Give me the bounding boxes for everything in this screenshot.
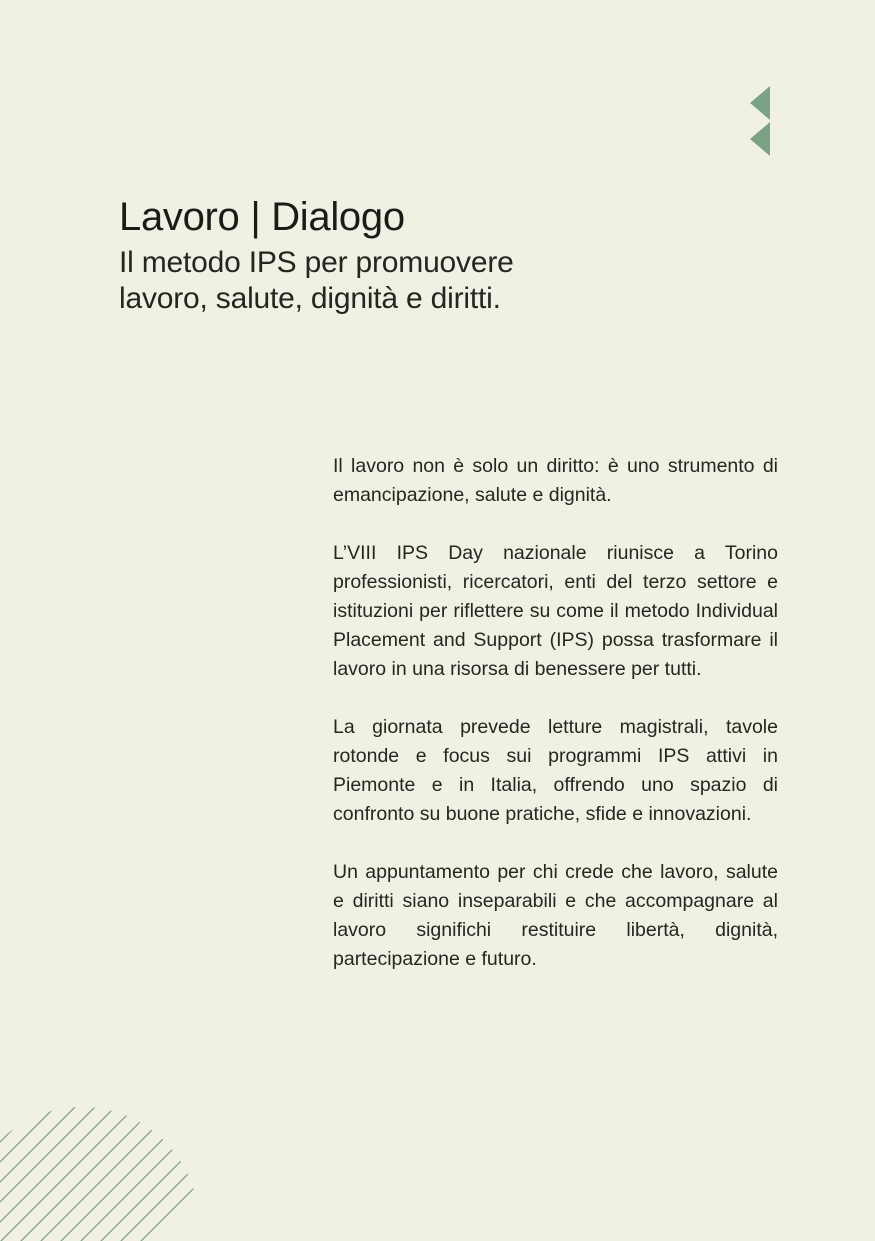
page-subtitle: Il metodo IPS per promuovere lavoro, salute, dignità e diritti. <box>119 246 514 315</box>
double-triangle-icon <box>748 84 774 160</box>
paragraph-3: La giornata prevede letture magistrali, tavole rotonde e focus sui programmi IPS attivi in Piemonte e in Italia, offrendo uno spazio di confronto su buone pratiche, sfide e innovazioni. <box>333 716 778 825</box>
paragraph-4: Un appuntamento per chi crede che lavoro, salute e diritti siano inseparabili e che accompagnare al lavoro significhi restituire libertà, dignità, partecipazione e futuro. <box>333 861 778 970</box>
paragraph-1: Il lavoro non è solo un diritto: è uno strumento di emancipazione, salute e dignità. <box>333 455 778 506</box>
title-block <box>119 193 639 317</box>
diagonal-hatch-decoration <box>0 1072 210 1241</box>
paragraph-2: L’VIII IPS Day nazionale riunisce a Torino professionisti, ricercatori, enti del terzo settore e istituzioni per riflettere su come il metodo Individual Placement and Support (IPS) possa trasformare il lavoro in una risorsa di benessere per tutti. <box>333 542 778 680</box>
page-title: Lavoro | Dialogo <box>119 195 405 239</box>
body-copy <box>333 452 778 974</box>
